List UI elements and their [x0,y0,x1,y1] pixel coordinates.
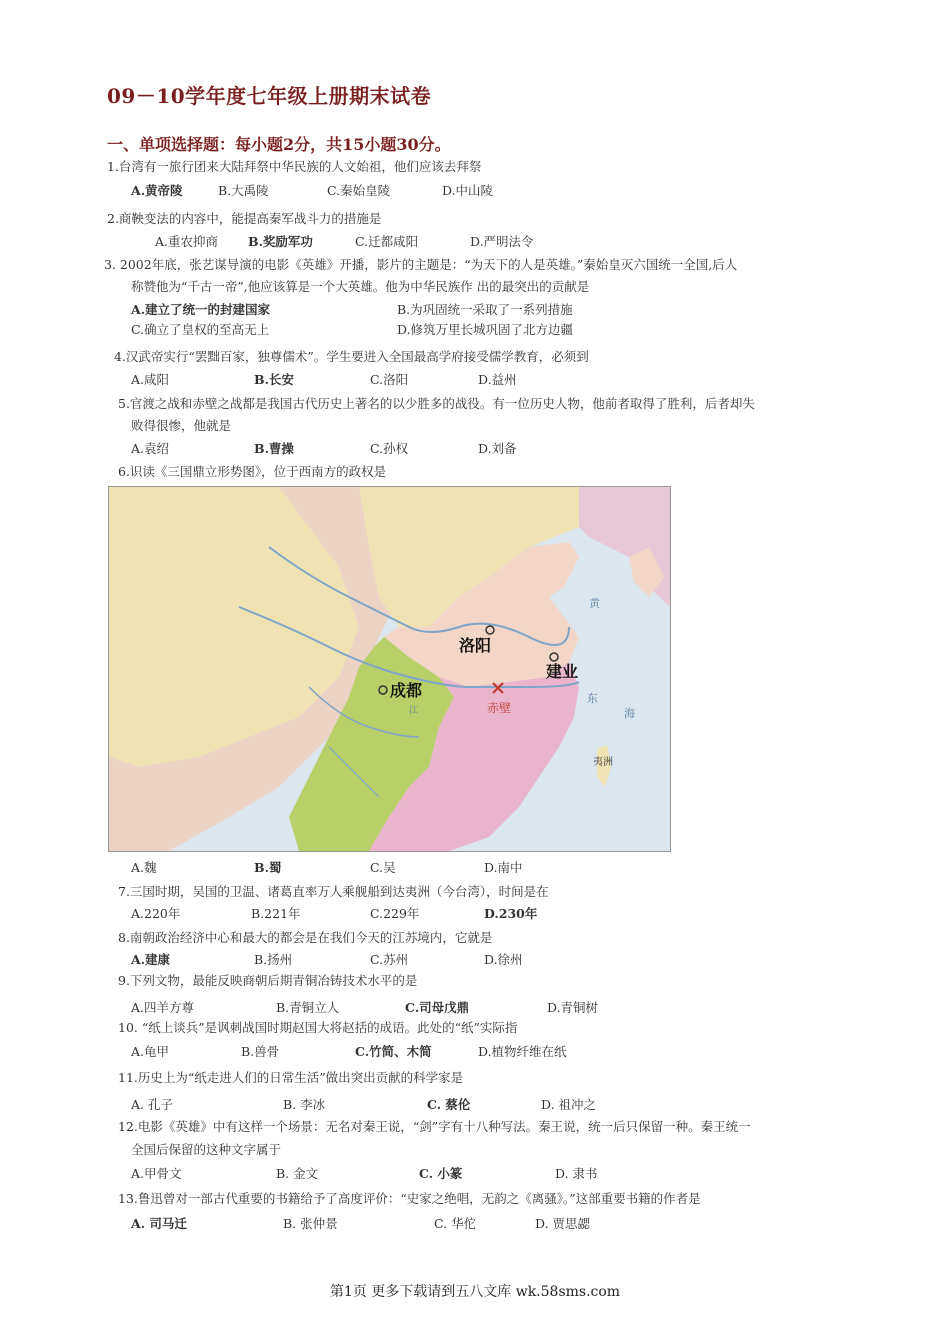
question-1: 1.台湾有一旅行团来大陆拜祭中华民族的人文始祖，他们应该去拜祭 [107,159,482,174]
three-kingdoms-map [108,486,671,852]
q5-option-b[interactable]: B.曹操 [254,441,294,456]
q7-option-c[interactable]: C.229年 [370,906,420,921]
q12-option-d[interactable]: D. 隶书 [555,1166,598,1181]
q13-option-b[interactable]: B. 张仲景 [283,1216,338,1231]
q2-option-d[interactable]: D.严明法令 [470,234,534,249]
map-graphic [109,487,670,851]
q10-option-a[interactable]: A.龟甲 [131,1044,170,1059]
q1-option-b[interactable]: B.大禹陵 [218,183,269,198]
q8-option-b[interactable]: B.扬州 [254,952,293,967]
q5-option-a[interactable]: A.袁绍 [131,441,170,456]
question-7: 7.三国时期，吴国的卫温、诸葛直率万人乘舰船到达夷洲（今台湾），时间是在 [118,884,549,899]
question-4: 4.汉武帝实行“罢黜百家，独尊儒术”。学生要进入全国最高学府接受儒学教育，必须到 [114,349,589,364]
question-13: 13.鲁迅曾对一部古代重要的书籍给予了高度评价：“史家之绝唱，无韵之《离骚》。”这部重要书籍的作者是 [118,1191,701,1206]
q2-option-a[interactable]: A.重农抑商 [155,234,219,249]
label-river-jiang: 江 [409,706,419,716]
exam-title: 09－10学年度七年级上册期末试卷 [107,84,432,108]
label-luoyang: 洛阳 [459,636,492,655]
section-heading: 一、单项选择题：每小题2分，共15小题30分。 [107,135,451,154]
q9-option-a[interactable]: A.四羊方尊 [131,1000,195,1015]
q11-option-d[interactable]: D. 祖冲之 [541,1097,597,1112]
question-9: 9.下列文物，最能反映商朝后期青铜冶铸技术水平的是 [118,973,418,988]
q3-option-d[interactable]: D.修筑万里长城巩固了北方边疆 [397,322,574,337]
label-sea-dong: 东 [587,692,598,705]
q6-option-b[interactable]: B.蜀 [254,860,282,875]
q7-option-a[interactable]: A.220年 [131,906,181,921]
q6-option-d[interactable]: D.南中 [484,860,523,875]
q10-option-d[interactable]: D.植物纤维在纸 [478,1044,567,1059]
q13-option-a[interactable]: A. 司马迁 [131,1216,187,1231]
question-5-line2: 败得很惨，他就是 [131,418,232,433]
q8-option-d[interactable]: D.徐州 [484,952,523,967]
question-5-line1: 5.官渡之战和赤壁之战都是我国古代历史上著名的以少胜多的战役。有一位历史人物，他前者取得了胜利，后者却失 [118,396,755,411]
q11-option-a[interactable]: A. 孔子 [131,1097,173,1112]
q1-option-c[interactable]: C.秦始皇陵 [327,183,391,198]
q13-option-c[interactable]: C. 华佗 [434,1216,477,1231]
q7-option-d[interactable]: D.230年 [484,906,538,921]
question-3-line1: 3. 2002年底，张艺谋导演的电影《英雄》开播，影片的主题是：“为天下的人是英雄。”秦始皇灭六国统一全国,后人 [104,257,738,272]
q11-option-b[interactable]: B. 李冰 [283,1097,326,1112]
q3-option-a[interactable]: A.建立了统一的封建国家 [131,302,271,317]
q9-option-b[interactable]: B.青铜立人 [276,1000,340,1015]
q8-option-c[interactable]: C.苏州 [370,952,409,967]
q2-option-b[interactable]: B.奖励军功 [248,234,313,249]
q3-option-b[interactable]: B.为巩固统一采取了一系列措施 [397,302,573,317]
q7-option-b[interactable]: B.221年 [251,906,301,921]
question-2: 2.商鞅变法的内容中，能提高秦军战斗力的措施是 [107,211,382,226]
q4-option-d[interactable]: D.益州 [478,372,517,387]
q10-option-c[interactable]: C.竹简、木简 [355,1044,432,1059]
question-6: 6.识读《三国鼎立形势图》，位于西南方的政权是 [118,464,387,479]
label-sea-huang: 黄 [589,597,600,610]
question-3-line2: 称赞他为“千古一帝”,他应该算是一个大英雄。他为中华民族作 出的最突出的贡献是 [131,279,590,294]
q6-option-c[interactable]: C.吴 [370,860,396,875]
q12-option-c[interactable]: C. 小篆 [419,1166,463,1181]
label-yizhou: 夷洲 [593,757,613,768]
q4-option-c[interactable]: C.洛阳 [370,372,409,387]
q9-option-c[interactable]: C.司母戊鼎 [405,1000,470,1015]
q4-option-b[interactable]: B.长安 [254,372,294,387]
q5-option-d[interactable]: D.刘备 [478,441,517,456]
q12-option-b[interactable]: B. 金文 [276,1166,319,1181]
q3-option-c[interactable]: C.确立了皇权的至高无上 [131,322,270,337]
label-chibi: 赤壁 [487,701,512,715]
q8-option-a[interactable]: A.建康 [131,952,171,967]
label-jianye: 建业 [546,662,579,681]
q5-option-c[interactable]: C.孙权 [370,441,409,456]
q1-option-d[interactable]: D.中山陵 [442,183,494,198]
question-12-line2: 全国后保留的这种文字属于 [131,1142,282,1157]
q13-option-d[interactable]: D. 贾思勰 [535,1216,591,1231]
q2-option-c[interactable]: C.迁都咸阳 [355,234,419,249]
q12-option-a[interactable]: A.甲骨文 [131,1166,182,1181]
q10-option-b[interactable]: B.兽骨 [241,1044,280,1059]
question-11: 11.历史上为“纸走进人们的日常生活”做出突出贡献的科学家是 [118,1070,464,1085]
question-8: 8.南朝政治经济中心和最大的都会是在我们今天的江苏境内，它就是 [118,930,493,945]
question-10: 10. “纸上谈兵”是讽刺战国时期赵国大将赵括的成语。此处的“纸”实际指 [118,1020,518,1035]
question-12-line1: 12.电影《英雄》中有这样一个场景：无名对秦王说，“剑”字有十八种写法。秦王说，统一后只保留一种。秦王统一 [118,1119,751,1134]
q4-option-a[interactable]: A.咸阳 [131,372,170,387]
q6-option-a[interactable]: A.魏 [131,860,157,875]
label-chengdu: 成都 [390,681,423,700]
q9-option-d[interactable]: D.青铜树 [547,1000,599,1015]
q1-option-a[interactable]: A.黄帝陵 [131,183,183,198]
q11-option-c[interactable]: C. 蔡伦 [427,1097,471,1112]
label-sea-hai: 海 [624,707,635,720]
page-footer: 第1页 更多下载请到五八文库 wk.58sms.com [329,1284,621,1300]
